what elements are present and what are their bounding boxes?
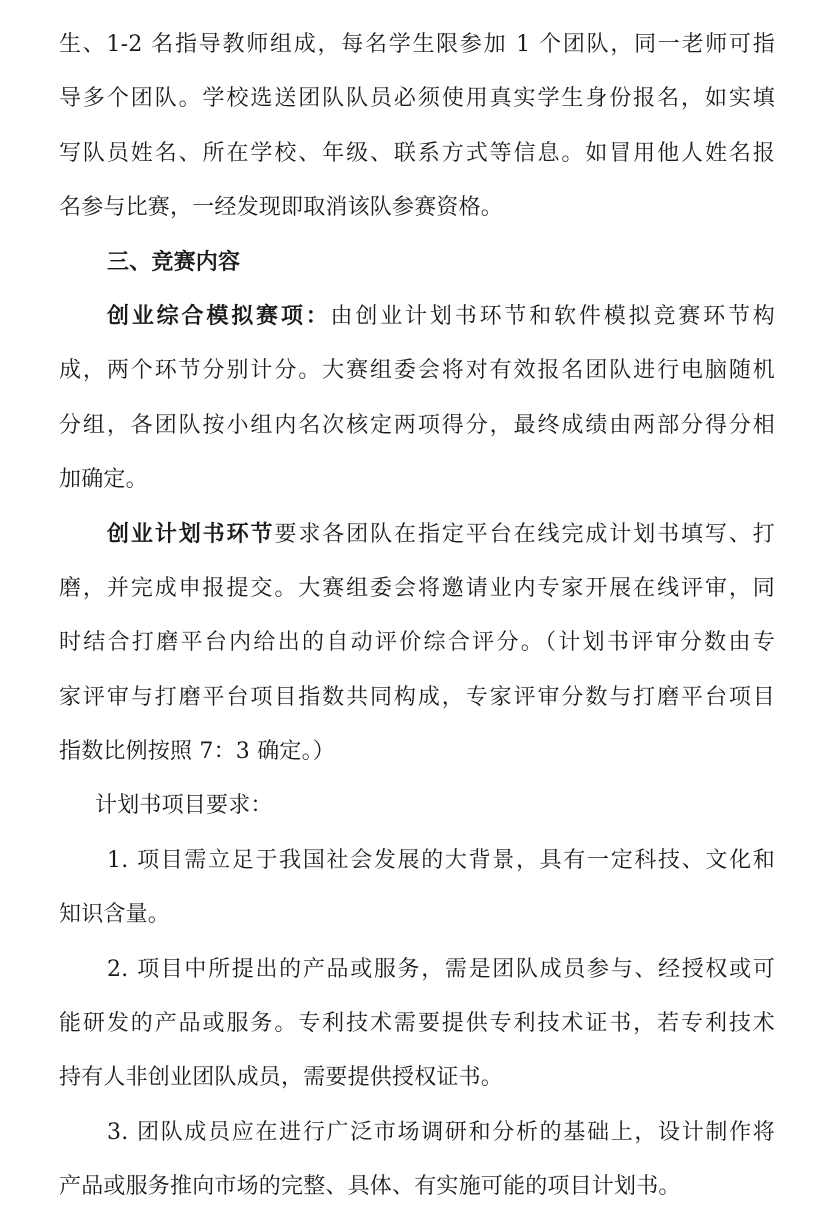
text-line: 导多个团队。学校选送团队队员必须使用真实学生身份报名，如实填 — [59, 86, 775, 112]
text-line: 产品或服务推向市场的完整、具体、有实施可能的项目计划书。 — [59, 1174, 681, 1200]
paragraph-business-plan — [59, 514, 775, 786]
text-line: 名参与比赛，一经发现即取消该队参赛资格。 — [59, 195, 504, 221]
requirements-label: 计划书项目要求： — [95, 793, 273, 819]
document-page — [59, 24, 775, 1221]
paragraph-team-composition — [59, 24, 775, 242]
text-span: 由创业计划书环节和软件模拟竞赛环节构 — [330, 303, 775, 329]
text-line: 时结合打磨平台内给出的自动评价综合评分。（计划书评审分数由专 — [59, 630, 775, 656]
requirement-item-3 — [59, 1112, 775, 1221]
section-heading: 三、竞赛内容 — [107, 249, 241, 275]
text-line: 家评审与打磨平台项目指数共同构成，专家评审分数与打磨平台项目 — [59, 684, 775, 710]
text-span: 要求各团队在指定平台在线完成计划书填写、打 — [274, 521, 776, 547]
text-line: 知识含量。 — [59, 902, 171, 928]
text-line: 分组，各团队按小组内名次核定两项得分，最终成绩由两部分得分相 — [59, 412, 775, 438]
bold-lead-term: 创业计划书环节 — [107, 521, 275, 547]
text-line — [59, 296, 775, 350]
paragraph-simulation-event — [59, 296, 775, 514]
text-line — [59, 514, 775, 568]
text-line: 持有人非创业团队成员，需要提供授权证书。 — [59, 1065, 504, 1091]
requirement-item-2 — [59, 949, 775, 1112]
text-line: 成，两个环节分别计分。大赛组委会将对有效报名团队进行电脑随机 — [59, 358, 775, 384]
text-line: 2. 项目中所提出的产品或服务，需是团队成员参与、经授权或可 — [107, 956, 775, 982]
text-line: 磨，并完成申报提交。大赛组委会将邀请业内专家开展在线评审，同 — [59, 575, 775, 601]
text-line: 加确定。 — [59, 467, 148, 493]
text-line: 3. 团队成员应在进行广泛市场调研和分析的基础上，设计制作将 — [107, 1119, 775, 1145]
text-line: 1. 项目需立足于我国社会发展的大背景，具有一定科技、文化和 — [107, 847, 775, 873]
requirement-item-1 — [59, 840, 775, 949]
text-line: 写队员姓名、所在学校、年级、联系方式等信息。如冒用他人姓名报 — [59, 140, 775, 166]
text-line: 指数比例按照 7：3 确定。） — [59, 739, 335, 765]
bold-lead-term: 创业综合模拟赛项： — [107, 303, 331, 329]
text-line: 生、1-2 名指导教师组成，每名学生限参加 1 个团队，同一老师可指 — [59, 32, 775, 57]
text-line: 能研发的产品或服务。专利技术需要提供专利技术证书，若专利技术 — [59, 1011, 775, 1037]
